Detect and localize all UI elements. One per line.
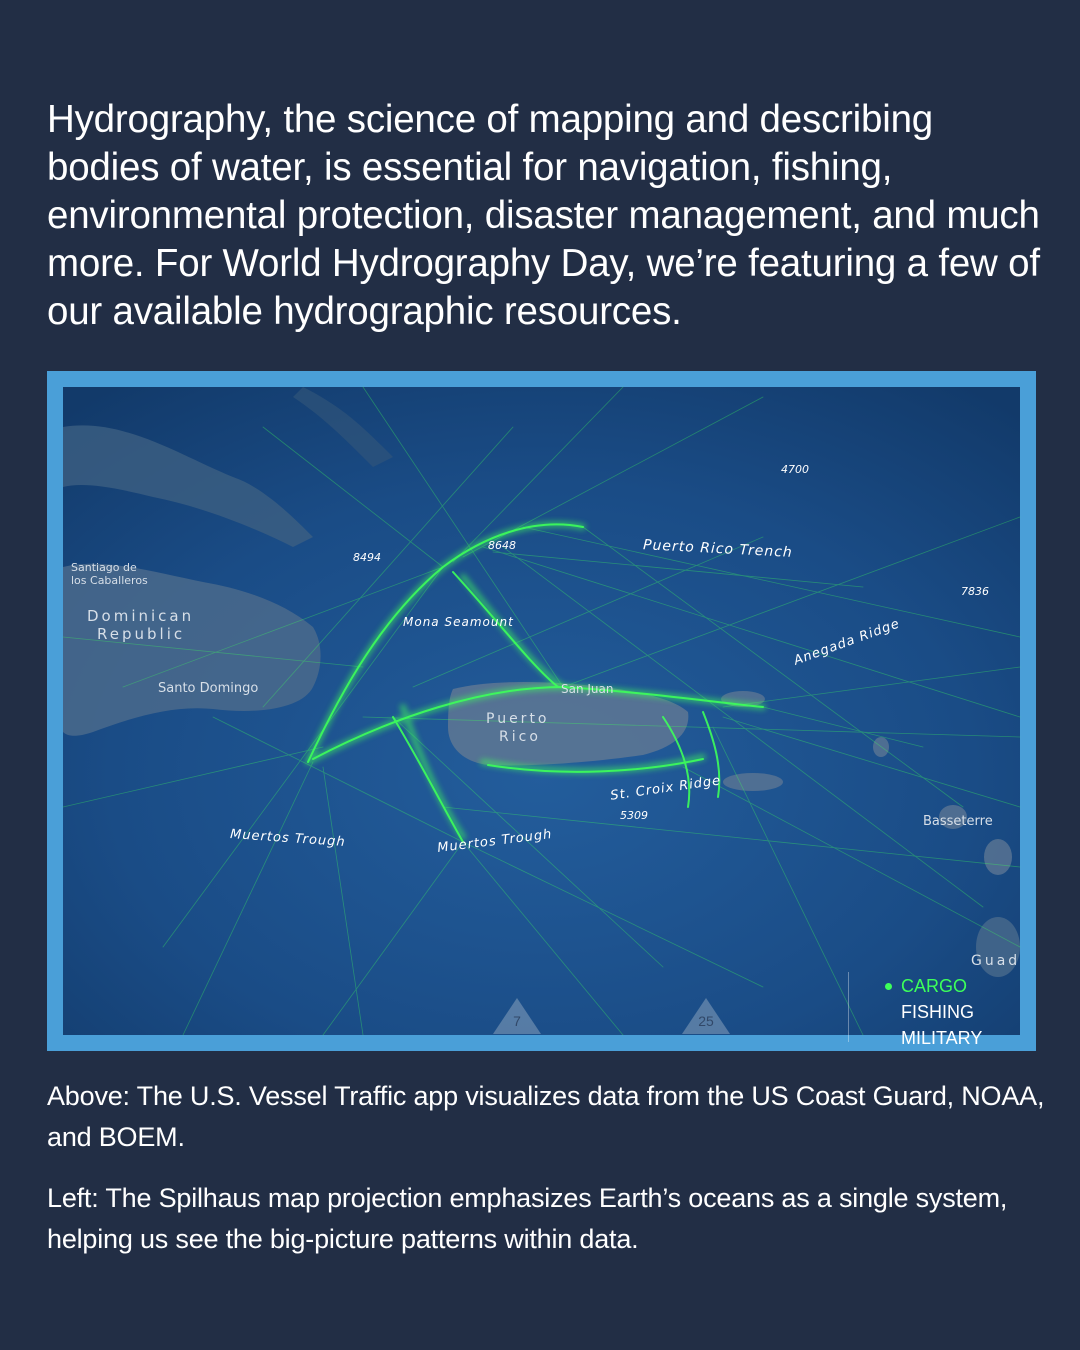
map-frame <box>47 371 1036 1051</box>
muertos-trough-label-2: Muertos Trough <box>436 827 554 856</box>
san-juan-label: San Juan <box>561 682 614 696</box>
dominican-republic-label-1: Dominican <box>87 607 195 625</box>
depth-label-4700: 4700 <box>781 463 809 476</box>
basseterre-label: Basseterre <box>923 814 993 829</box>
depth-label-8648: 8648 <box>488 539 516 552</box>
dominican-republic-label-2: Republic <box>97 625 186 643</box>
map-legend <box>848 972 1021 1048</box>
santiago-label-2: los Caballeros <box>71 574 148 587</box>
depth-label-7836: 7836 <box>961 585 989 598</box>
legend-item-military[interactable]: MILITARY <box>901 1028 983 1048</box>
anegada-ridge-label: Anegada Ridge <box>791 616 903 669</box>
puerto-rico-label-1: Puerto <box>486 711 550 727</box>
legend-dot-cargo <box>885 983 892 990</box>
guadeloupe-label: Guad <box>971 953 1021 969</box>
santo-domingo-label: Santo Domingo <box>158 681 259 696</box>
puerto-rico-label-2: Rico <box>499 729 541 745</box>
depth-label-5309: 5309 <box>620 809 648 822</box>
route-marker-25-label: 25 <box>698 1013 714 1029</box>
muertos-trough-label-1: Muertos Trough <box>229 826 347 851</box>
vessel-traffic-map[interactable] <box>63 387 1021 1048</box>
st-croix-ridge-label: St. Croix Ridge <box>609 773 723 804</box>
intro-text: Hydrography, the science of mapping and describing bodies of water, is essential for navigation, fishing, environmental protection, disaster management, and much more. For World Hydrography Day, we’re featuring a few of our available hydrographic resources. <box>47 98 1040 333</box>
legend-item-cargo[interactable]: CARGO <box>901 976 968 996</box>
mona-seamount-label: Mona Seamount <box>403 615 514 629</box>
route-marker-7-label: 7 <box>513 1013 521 1029</box>
puerto-rico-trench-label: Puerto Rico Trench <box>642 537 794 561</box>
santiago-label: Santiago de <box>71 561 137 574</box>
depth-label-8494: 8494 <box>353 551 381 564</box>
caption-above: Above: The U.S. Vessel Traffic app visualizes data from the US Coast Guard, NOAA, and BOEM. <box>47 1081 1045 1152</box>
caption-left: Left: The Spilhaus map projection emphasizes Earth’s oceans as a single system, helping us see the big-picture patterns within data. <box>47 1183 1008 1254</box>
legend-item-fishing[interactable]: FISHING <box>901 1002 975 1022</box>
